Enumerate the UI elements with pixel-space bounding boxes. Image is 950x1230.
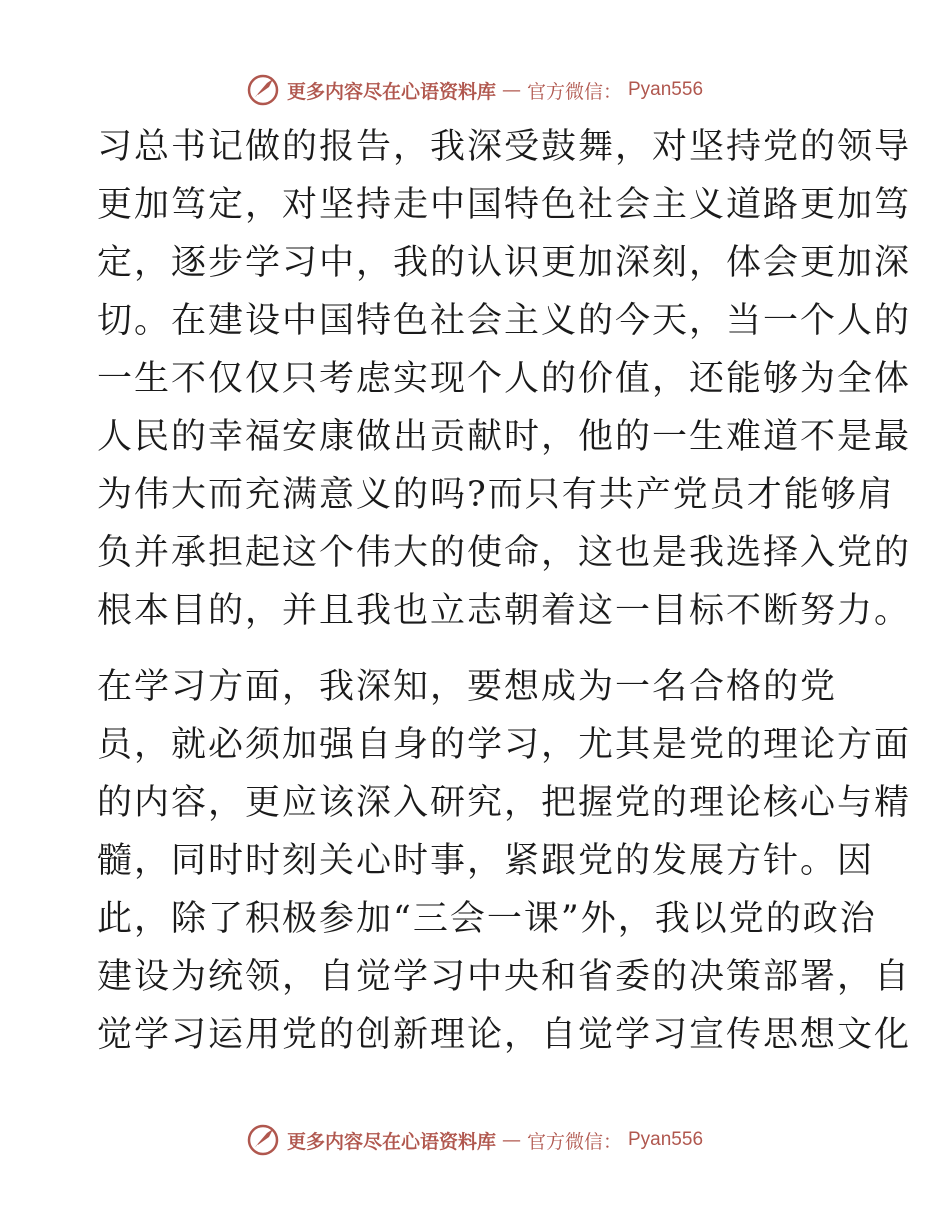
footer-banner xyxy=(0,1120,950,1160)
footer-separator: — xyxy=(501,1129,521,1151)
document-body xyxy=(97,118,912,1064)
paragraph-line: 的内容，更应该深入研究，把握党的理论核心与精 xyxy=(97,783,912,823)
header-separator: — xyxy=(501,79,521,101)
paragraph-2 xyxy=(97,658,912,1064)
footer-brand-text: 更多内容尽在心语资料库 xyxy=(286,1130,496,1153)
footer-wechat-id: Pyan556 xyxy=(628,1129,704,1150)
quill-pen-logo-icon xyxy=(247,1123,281,1157)
paragraph-line: 觉学习运用党的创新理论，自觉学习宣传思想文化 xyxy=(97,1015,912,1055)
paragraph-line: 更加笃定，对坚持走中国特色社会主义道路更加笃 xyxy=(97,185,912,225)
paragraph-line: 负并承担起这个伟大的使命，这也是我选择入党的 xyxy=(97,533,912,573)
paragraph-line: 在学习方面，我深知，要想成为一名合格的党 xyxy=(97,667,838,707)
paragraph-line: 此，除了积极参加“三会一课”外，我以党的政治 xyxy=(97,899,877,939)
paragraph-line: 一生不仅仅只考虑实现个人的价值，还能够为全体 xyxy=(97,359,912,399)
paragraph-line: 髓，同时时刻关心时事，紧跟党的发展方针。因 xyxy=(97,841,875,881)
header-wechat-id: Pyan556 xyxy=(628,79,704,100)
paragraph-line: 为伟大而充满意义的吗?而只有共产党员才能够肩 xyxy=(97,475,895,515)
paragraph-line: 根本目的，并且我也立志朝着这一目标不断努力。 xyxy=(97,591,912,631)
header-wechat-label: 官方微信： xyxy=(526,80,622,103)
footer-wechat-label: 官方微信： xyxy=(526,1130,622,1153)
quill-pen-logo-icon xyxy=(247,73,281,107)
paragraph-line: 建设为统领，自觉学习中央和省委的决策部署，自 xyxy=(97,957,912,997)
paragraph-line: 人民的幸福安康做出贡献时，他的一生难道不是最 xyxy=(97,417,912,457)
header-brand-text: 更多内容尽在心语资料库 xyxy=(286,80,496,103)
paragraph-line: 员，就必须加强自身的学习，尤其是党的理论方面 xyxy=(97,725,912,765)
paragraph-1 xyxy=(97,118,912,640)
header-banner xyxy=(0,70,950,110)
paragraph-line: 习总书记做的报告，我深受鼓舞，对坚持党的领导 xyxy=(97,127,912,167)
paragraph-line: 定，逐步学习中，我的认识更加深刻，体会更加深 xyxy=(97,243,912,283)
paragraph-line: 切。在建设中国特色社会主义的今天，当一个人的 xyxy=(97,301,912,341)
